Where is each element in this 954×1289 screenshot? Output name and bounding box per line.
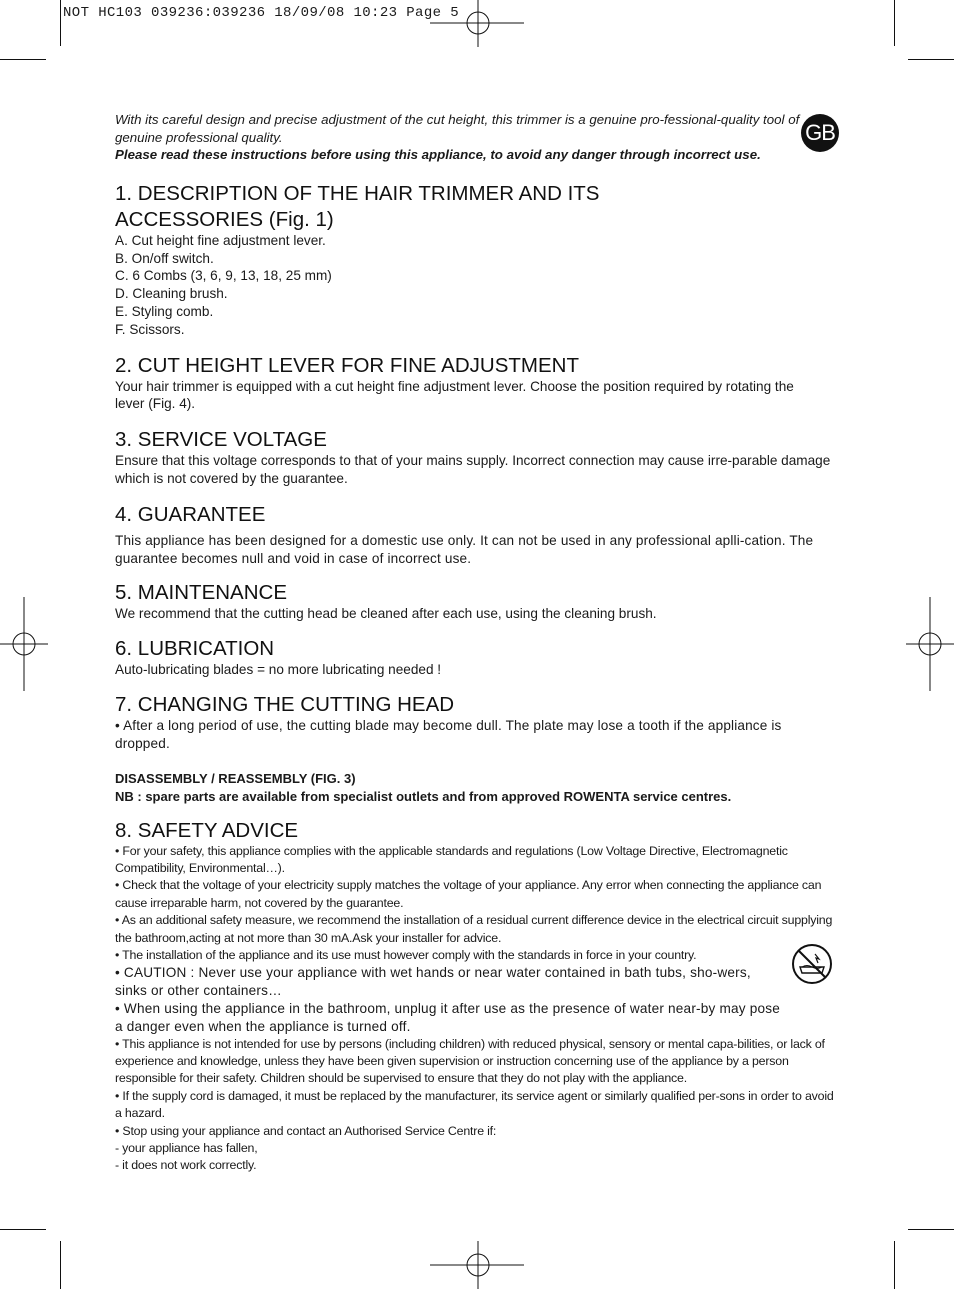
registration-mark-icon xyxy=(906,597,954,693)
crop-mark xyxy=(894,0,895,46)
section-title: 8. SAFETY ADVICE xyxy=(115,818,299,842)
print-slug: NOT HC103 039236:039236 18/09/08 10:23 Page 5 xyxy=(63,5,460,21)
section-guarantee xyxy=(115,502,843,568)
manual-page-content xyxy=(115,111,843,1175)
safety-paragraph: • If the supply cord is damaged, it must be replaced by the manufacturer, its service agent or similarly qualified per-sons in order to avoid a hazard. xyxy=(115,1088,834,1121)
section-lubrication xyxy=(115,636,843,679)
registration-mark-icon xyxy=(430,0,526,48)
safety-paragraph: • Stop using your appliance and contact an Authorised Service Centre if: xyxy=(115,1123,497,1138)
list-item: C. 6 Combs (3, 6, 9, 13, 18, 25 mm) xyxy=(115,268,332,284)
list-item: E. Styling comb. xyxy=(115,303,214,319)
accessory-list xyxy=(115,232,843,339)
section-text: • After a long period of use, the cutting blade may become dull. The plate may lose a tooth if the appliance is dropped. xyxy=(115,717,782,751)
section-cut-height xyxy=(115,353,843,414)
subheading: DISASSEMBLY / REASSEMBLY (FIG. 3) xyxy=(115,770,356,786)
safety-paragraph: • Check that the voltage of your electricity supply matches the voltage of your appliance. Any error when connecting the appliance can cause irreparable harm, not covered by the guarantee. xyxy=(115,878,822,910)
safety-list-item: - it does not work correctly. xyxy=(115,1158,257,1173)
section-safety-advice xyxy=(115,818,843,1175)
section-title: 6. LUBRICATION xyxy=(115,637,275,661)
section-text: Your hair trimmer is equipped with a cut height fine adjustment lever. Choose the position required by rotating the lever (Fig. 4). xyxy=(115,378,794,412)
section-title: ACCESSORIES (Fig. 1) xyxy=(115,207,334,231)
safety-paragraph: • For your safety, this appliance complies with the applicable standards and regulations (Low Voltage Directive, Electromagnetic Compatibility, Environmental…). xyxy=(115,843,788,875)
safety-paragraph: • When using the appliance in the bathroom, unplug it after use as the presence of water near-by may pose a danger even when the appliance is turned off. xyxy=(115,1000,781,1034)
crop-mark xyxy=(908,1229,954,1230)
section-title: 3. SERVICE VOLTAGE xyxy=(115,428,327,452)
crop-mark xyxy=(60,1241,61,1289)
list-item: A. Cut height fine adjustment lever. xyxy=(115,232,326,248)
section-description xyxy=(115,181,843,339)
section-text: This appliance has been designed for a domestic use only. It can not be used in any professional aplli-cation. The guarantee becomes null and void in case of incorrect use. xyxy=(115,532,814,566)
intro-warning: Please read these instructions before using this appliance, to avoid any danger through incorrect use. xyxy=(115,147,761,163)
section-title: 2. CUT HEIGHT LEVER FOR FINE ADJUSTMENT xyxy=(115,353,579,377)
section-title: 4. GUARANTEE xyxy=(115,502,266,526)
section-title: 5. MAINTENANCE xyxy=(115,581,287,605)
section-maintenance xyxy=(115,580,843,623)
spare-parts-note: NB : spare parts are available from specialist outlets and from approved ROWENTA service centres. xyxy=(115,788,732,804)
list-item: B. On/off switch. xyxy=(115,250,214,266)
section-service-voltage xyxy=(115,427,843,488)
safety-paragraph: • The installation of the appliance and its use must however comply with the standards in force in your country. xyxy=(115,947,697,962)
language-badge: GB xyxy=(801,114,839,152)
crop-mark xyxy=(908,59,954,60)
crop-mark xyxy=(0,59,46,60)
section-text: Ensure that this voltage corresponds to that of your mains supply. Incorrect connection may cause irre-parable damage which is not covered by the guarantee. xyxy=(115,453,831,486)
safety-paragraph: • CAUTION : Never use your appliance with wet hands or near water contained in bath tubs, sho-wers, sinks or other containers… xyxy=(115,965,751,999)
registration-mark-icon xyxy=(0,597,48,693)
list-item: F. Scissors. xyxy=(115,321,185,337)
crop-mark xyxy=(60,0,61,46)
safety-paragraph: • As an additional safety measure, we recommend the installation of a residual current difference device in the electrical circuit supplying the bathroom,acting at not more than 30 mA.Ask your installer for advice. xyxy=(115,913,833,945)
safety-paragraph: • This appliance is not intended for use by persons (including children) with reduced physical, sensory or mental capa-bilities, or lack of experience and knowledge, unless they have been given supervision or instruction concerning use of the appliance by a person responsible for their safety. Children should be supervised to ensure that they do not play with the appliance. xyxy=(115,1036,825,1086)
intro-text: With its careful design and precise adjustment of the cut height, this trimmer is a genuine pro-fessional-quality tool of genuine professional quality. xyxy=(115,112,800,145)
crop-mark xyxy=(894,1241,895,1289)
section-text: We recommend that the cutting head be cleaned after each use, using the cleaning brush. xyxy=(115,606,657,622)
crop-mark xyxy=(0,1229,46,1230)
section-title: 7. CHANGING THE CUTTING HEAD xyxy=(115,692,455,716)
list-item: D. Cleaning brush. xyxy=(115,286,228,302)
section-cutting-head xyxy=(115,692,843,806)
section-text: Auto-lubricating blades = no more lubricating needed ! xyxy=(115,662,442,678)
registration-mark-icon xyxy=(430,1241,526,1289)
safety-list-item: - your appliance has fallen, xyxy=(115,1141,258,1155)
section-title: 1. DESCRIPTION OF THE HAIR TRIMMER AND ITS xyxy=(115,181,600,205)
